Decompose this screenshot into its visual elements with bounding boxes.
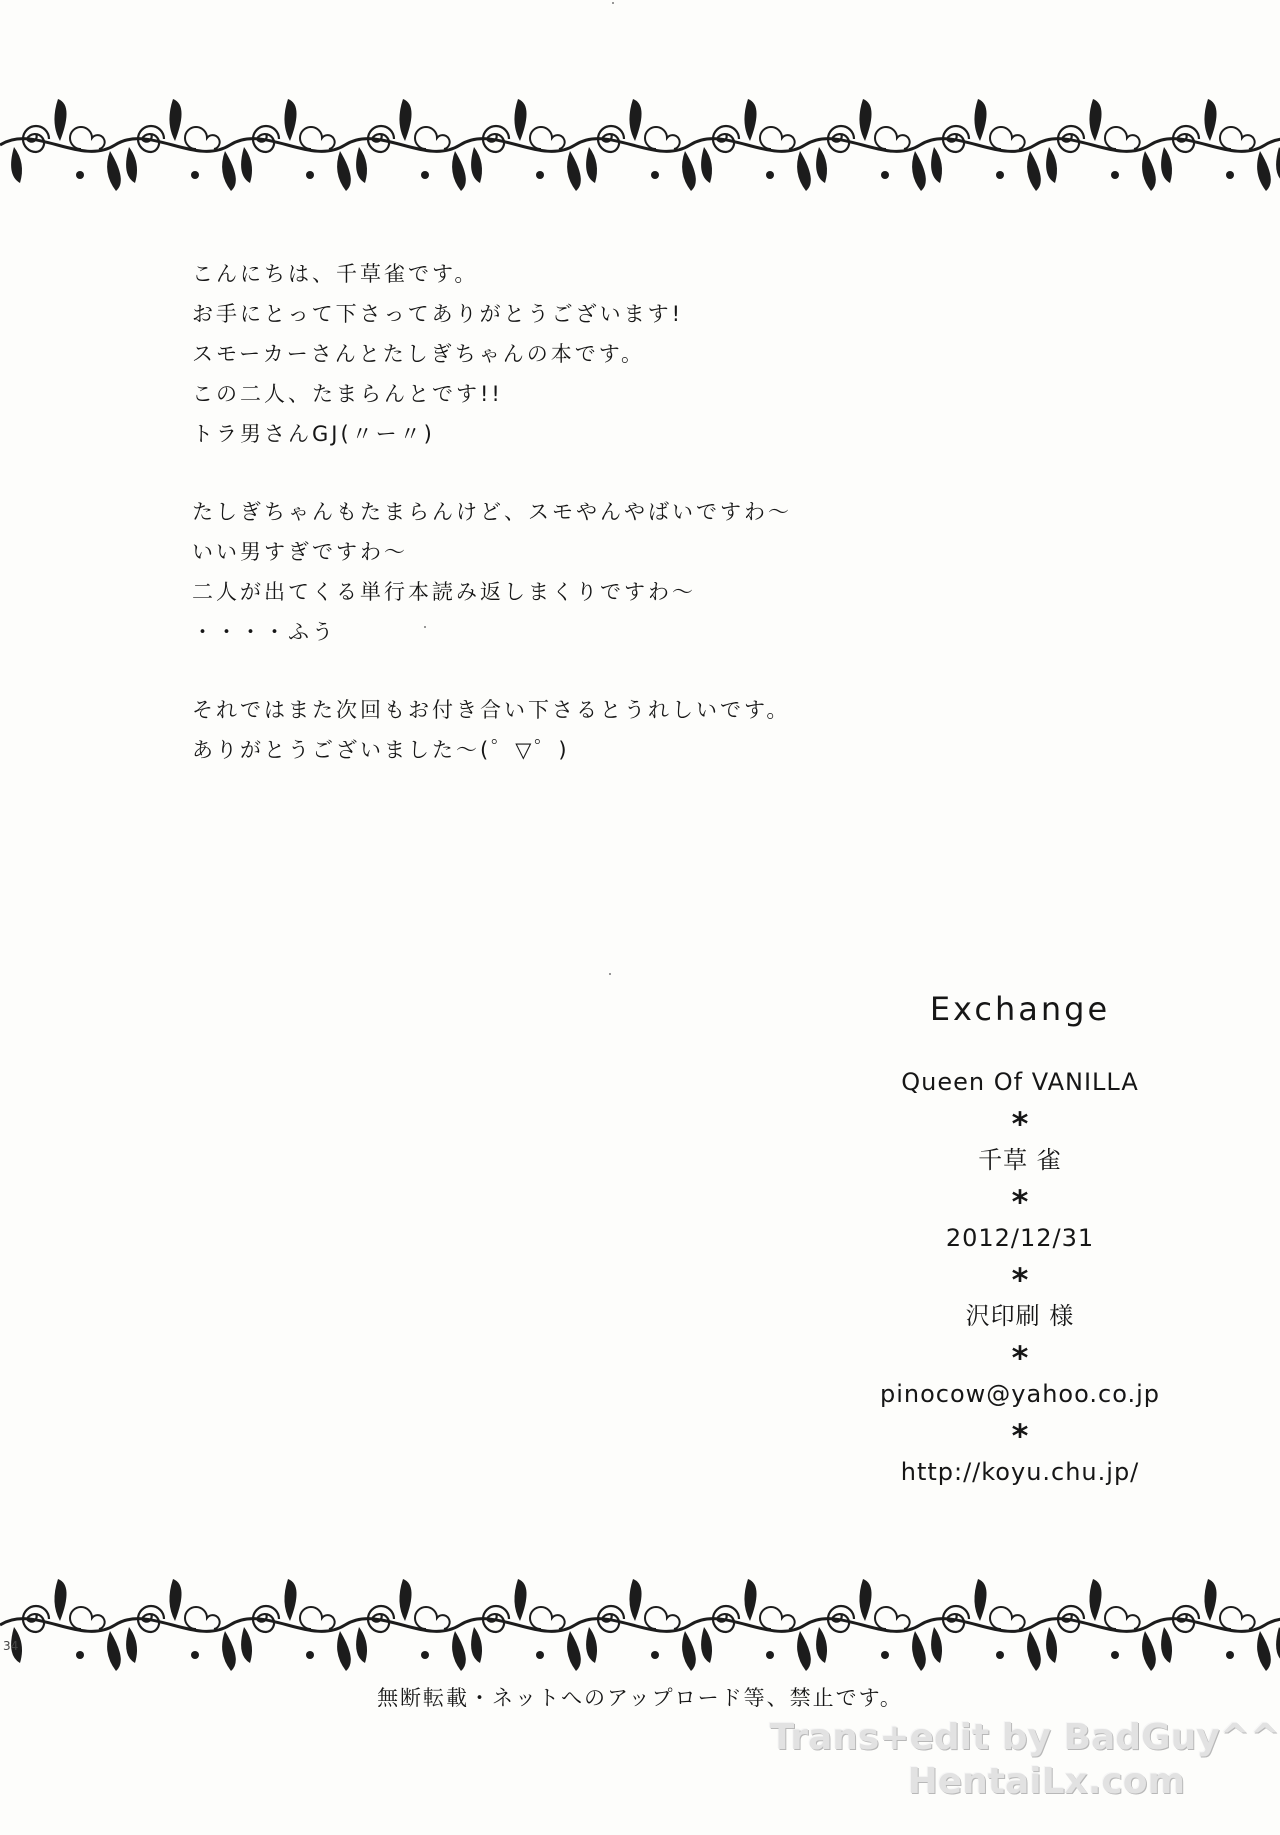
vine-curl: [1058, 126, 1084, 152]
vine-leaf: [241, 147, 252, 183]
message-line: この二人、たまらんとです!!: [192, 382, 503, 406]
vine-leaf: [816, 1627, 827, 1663]
vine-stem: [0, 139, 1280, 152]
vine-curl: [368, 1606, 394, 1632]
vine-leaf: [912, 151, 926, 191]
vine-leaf: [54, 1579, 66, 1621]
vine-leaf: [514, 99, 526, 141]
vine-curl: [23, 1606, 49, 1632]
vine-leaf: [586, 147, 597, 183]
vine-leaf: [1204, 1579, 1216, 1621]
vine-leaf: [701, 147, 712, 183]
publish-date: 2012/12/31: [945, 1224, 1095, 1252]
vine-berry: [76, 1651, 84, 1659]
vine-leaf: [126, 1627, 137, 1663]
vine-leaf: [1161, 147, 1172, 183]
vine-leaf: [1089, 99, 1101, 141]
vine-leaf: [859, 99, 871, 141]
vine-curl: [943, 126, 969, 152]
vine-berry: [191, 1651, 199, 1659]
vine-leaf: [1161, 1627, 1172, 1663]
vine-curl: [828, 1606, 854, 1632]
vine-berry: [536, 171, 544, 179]
vine-curl: [368, 126, 394, 152]
vine-curl: [943, 1606, 969, 1632]
vine-curl: [713, 1606, 739, 1632]
vine-leaf: [337, 1631, 351, 1671]
message-line: それではまた次回もお付き合い下さるとうれしいです。: [192, 698, 791, 722]
vine-curl: [1058, 1606, 1084, 1632]
vine-leaf: [1046, 147, 1057, 183]
credit-site: HentaiLx.com: [907, 1761, 1185, 1802]
vine-berry: [881, 1651, 889, 1659]
vine-berry: [766, 1651, 774, 1659]
book-title: Exchange: [929, 990, 1111, 1028]
vine-curl: [760, 127, 795, 149]
vine-curl: [185, 127, 220, 149]
vine-leaf: [931, 1627, 942, 1663]
circle-name: Queen Of VANILLA: [901, 1068, 1139, 1096]
vine-leaf: [514, 1579, 526, 1621]
vine-leaf: [1142, 151, 1156, 191]
message-line: たしぎちゃんもたまらんけど、スモやんやばいですわ〜: [192, 500, 792, 524]
vine-leaf: [744, 99, 756, 141]
separator-asterisk: *: [1011, 1105, 1029, 1143]
vine-berry: [191, 171, 199, 179]
vine-leaf: [931, 147, 942, 183]
vine-curl: [1220, 127, 1255, 149]
vine-leaf: [1046, 1627, 1057, 1663]
vine-leaf: [471, 1627, 482, 1663]
vine-leaf: [1257, 151, 1271, 191]
vine-stem: [0, 1619, 1280, 1632]
vine-berry: [996, 171, 1004, 179]
printer-name: 沢印刷 様: [965, 1302, 1075, 1330]
vine-curl: [23, 126, 49, 152]
vine-curl: [530, 127, 565, 149]
vine-leaf: [682, 151, 696, 191]
vine-leaf: [11, 147, 22, 183]
message-line: こんにちは、千草雀です。: [192, 262, 479, 286]
vine-berry: [996, 1651, 1004, 1659]
vine-curl: [253, 1606, 279, 1632]
vine-leaf: [399, 99, 411, 141]
vine-curl: [300, 1607, 335, 1629]
vine-leaf: [337, 151, 351, 191]
vine-leaf: [241, 1627, 252, 1663]
vine-leaf: [452, 1631, 466, 1671]
vine-curl: [70, 127, 105, 149]
message-line: スモーカーさんとたしぎちゃんの本です。: [192, 342, 646, 366]
page-number: 34: [3, 1639, 19, 1653]
vine-border-bottom: [0, 1570, 1280, 1680]
vine-leaf: [1027, 1631, 1041, 1671]
vine-curl: [70, 1607, 105, 1629]
vine-curl: [483, 1606, 509, 1632]
vine-leaf: [471, 147, 482, 183]
vine-curl: [1105, 127, 1140, 149]
vine-curl: [1220, 1607, 1255, 1629]
vine-berry: [421, 171, 429, 179]
vine-berry: [1226, 1651, 1234, 1659]
vine-leaf: [1276, 1627, 1280, 1663]
vine-leaf: [222, 151, 236, 191]
vine-curl: [990, 1607, 1025, 1629]
vine-leaf: [701, 1627, 712, 1663]
vine-leaf: [1027, 151, 1041, 191]
vine-curl: [598, 126, 624, 152]
vine-berry: [536, 1651, 544, 1659]
vine-berry: [651, 171, 659, 179]
message-line: ・・・・ふう: [192, 620, 336, 644]
vine-curl: [713, 126, 739, 152]
message-line: お手にとって下さってありがとうございます!: [192, 302, 683, 326]
vine-leaf: [797, 1631, 811, 1671]
vine-curl: [875, 127, 910, 149]
vine-leaf: [974, 99, 986, 141]
vine-berry: [421, 1651, 429, 1659]
vine-leaf: [567, 151, 581, 191]
copyright-notice: 無断転載・ネットへのアップロード等、禁止です。: [377, 1686, 903, 1710]
vine-curl: [483, 126, 509, 152]
vine-berry: [306, 1651, 314, 1659]
vine-leaf: [452, 151, 466, 191]
vine-curl: [1173, 1606, 1199, 1632]
vine-leaf: [356, 1627, 367, 1663]
paragraph-gap: [192, 652, 952, 690]
vine-leaf: [126, 147, 137, 183]
vine-leaf: [284, 1579, 296, 1621]
vine-berry: [766, 171, 774, 179]
separator-asterisk: *: [1011, 1261, 1029, 1299]
vine-leaf: [399, 1579, 411, 1621]
vine-leaf: [54, 99, 66, 141]
vine-leaf: [284, 99, 296, 141]
vine-curl: [1173, 126, 1199, 152]
vine-berry: [306, 171, 314, 179]
vine-curl: [138, 126, 164, 152]
vine-leaf: [1142, 1631, 1156, 1671]
vine-leaf: [629, 1579, 641, 1621]
vine-leaf: [169, 1579, 181, 1621]
vine-curl: [828, 126, 854, 152]
vine-curl: [598, 1606, 624, 1632]
paragraph-gap: [192, 454, 952, 492]
vine-leaf: [1089, 1579, 1101, 1621]
separator-asterisk: *: [1011, 1417, 1029, 1455]
credit-line: Trans+edit by BadGuy^^: [769, 1717, 1280, 1758]
vine-leaf: [222, 1631, 236, 1671]
vine-leaf: [169, 99, 181, 141]
colophon: [860, 990, 1180, 1490]
vine-curl: [645, 1607, 680, 1629]
vine-leaf: [1204, 99, 1216, 141]
vine-berry: [651, 1651, 659, 1659]
separator-asterisk: *: [1011, 1339, 1029, 1377]
vine-berry: [76, 171, 84, 179]
vine-leaf: [567, 1631, 581, 1671]
website-url: http://koyu.chu.jp/: [900, 1458, 1140, 1486]
message-line: いい男すぎですわ〜: [192, 540, 408, 564]
scanlation-credit: [770, 1716, 1280, 1804]
vine-leaf: [859, 1579, 871, 1621]
message-line: トラ男さんGJ(〃ー〃): [192, 422, 435, 446]
vine-leaf: [356, 147, 367, 183]
vine-curl: [645, 127, 680, 149]
vine-curl: [990, 127, 1025, 149]
vine-leaf: [107, 151, 121, 191]
vine-leaf: [586, 1627, 597, 1663]
scan-speck: [612, 2, 614, 4]
vine-curl: [1105, 1607, 1140, 1629]
vine-curl: [138, 1606, 164, 1632]
scan-speck: [424, 626, 426, 628]
vine-leaf: [912, 1631, 926, 1671]
vine-curl: [530, 1607, 565, 1629]
vine-leaf: [1276, 147, 1280, 183]
vine-leaf: [682, 1631, 696, 1671]
vine-curl: [415, 1607, 450, 1629]
author-message: [192, 254, 952, 770]
vine-curl: [185, 1607, 220, 1629]
vine-curl: [415, 127, 450, 149]
vine-berry: [1111, 1651, 1119, 1659]
vine-curl: [760, 1607, 795, 1629]
vine-leaf: [629, 99, 641, 141]
vine-leaf: [816, 147, 827, 183]
vine-curl: [875, 1607, 910, 1629]
scan-speck: [609, 973, 611, 975]
vine-curl: [300, 127, 335, 149]
vine-leaf: [107, 1631, 121, 1671]
vine-berry: [881, 171, 889, 179]
vine-leaf: [1257, 1631, 1271, 1671]
vine-berry: [1111, 171, 1119, 179]
message-line: ありがとうございました〜(゜▽゜): [192, 738, 570, 762]
separator-asterisk: *: [1011, 1183, 1029, 1221]
vine-curl: [253, 126, 279, 152]
author-name: 千草 雀: [978, 1146, 1062, 1174]
vine-leaf: [797, 151, 811, 191]
contact-email: pinocow@yahoo.co.jp: [880, 1380, 1160, 1408]
vine-leaf: [744, 1579, 756, 1621]
vine-border-top: [0, 90, 1280, 200]
vine-leaf: [974, 1579, 986, 1621]
message-line: 二人が出てくる単行本読み返しまくりですわ〜: [192, 580, 696, 604]
vine-berry: [1226, 171, 1234, 179]
